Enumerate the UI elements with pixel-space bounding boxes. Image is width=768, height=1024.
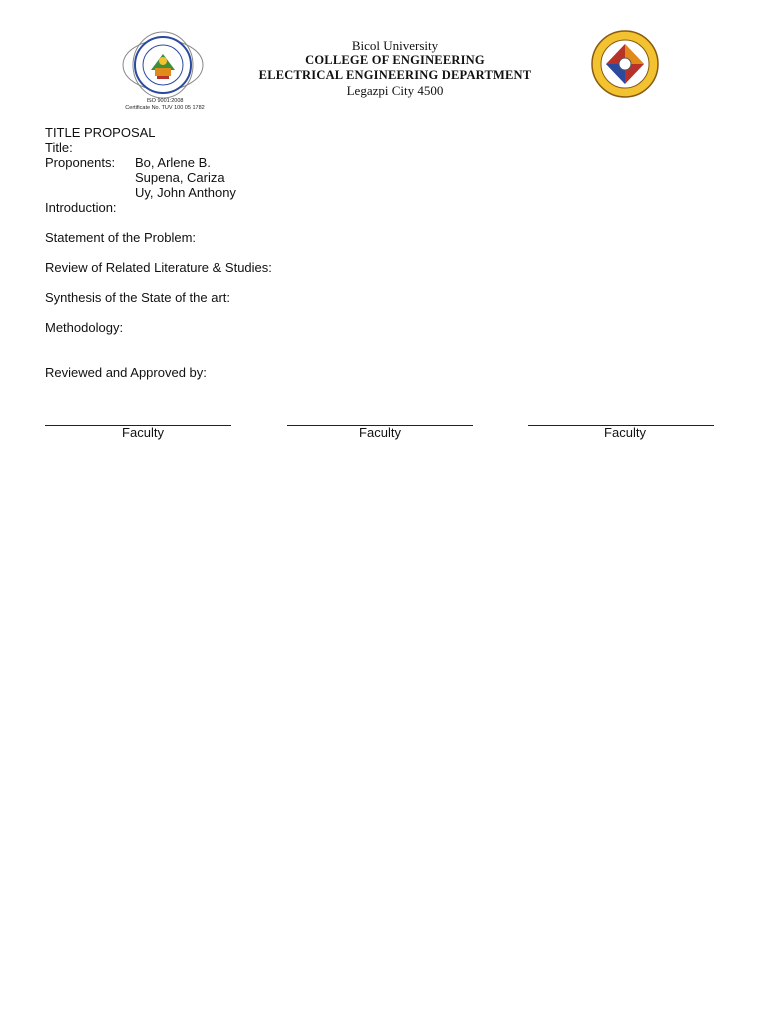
proponent-name: Bo, Arlene B.: [135, 155, 211, 170]
signature-label: Faculty: [604, 425, 646, 440]
form-heading: TITLE PROPOSAL: [45, 125, 156, 140]
iso-certificate-number: Certificate No. TUV 100 05 1782: [125, 104, 205, 111]
review-of-literature-label: Review of Related Literature & Studies:: [45, 260, 272, 275]
proponent-name: Supena, Cariza: [135, 170, 225, 185]
department-name: ELECTRICAL ENGINEERING DEPARTMENT: [258, 68, 532, 82]
college-of-engineering-seal-icon: [586, 30, 664, 98]
title-label: Title:: [45, 140, 73, 155]
iso-standard: ISO 9001:2008: [146, 98, 184, 104]
letterhead: [200, 38, 590, 99]
college-name: COLLEGE OF ENGINEERING: [305, 53, 485, 67]
signature-label: Faculty: [122, 425, 164, 440]
introduction-label: Introduction:: [45, 200, 117, 215]
bicol-university-seal-icon: [122, 30, 204, 100]
statement-of-problem-label: Statement of the Problem:: [45, 230, 197, 245]
signature-label: Faculty: [359, 425, 401, 440]
university-name: Bicol University: [351, 38, 439, 53]
proponent-name: Uy, John Anthony: [135, 185, 236, 200]
synthesis-label: Synthesis of the State of the art:: [45, 290, 230, 305]
iso-certification: [110, 98, 220, 111]
city-address: Legazpi City 4500: [346, 83, 444, 98]
approval-label: Reviewed and Approved by:: [45, 365, 207, 380]
proponents-label: Proponents:: [45, 155, 116, 170]
methodology-label: Methodology:: [45, 320, 124, 335]
